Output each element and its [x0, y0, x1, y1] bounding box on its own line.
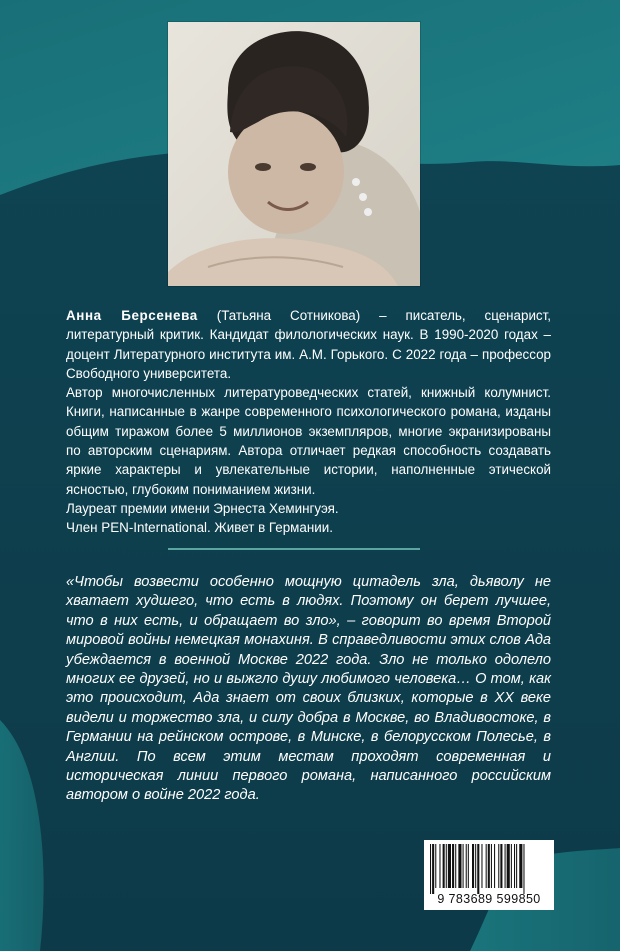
bio-paragraph-1 [66, 306, 551, 383]
bio-paragraph-1-text: (Татьяна Сотникова) – писатель, сценарист, литературный критик. Кандидат филологических наук. В 1990-2020 годах – доцент Литературного института им. А.М. Горького. С 2022 года – профессор Свободного университета. [66, 308, 551, 381]
author-name: Анна Берсенева [66, 308, 198, 323]
divider-line [168, 548, 420, 550]
bio-paragraph-3: Лауреат премии имени Эрнеста Хемингуэя. [66, 500, 339, 516]
isbn-number: 9 783689 599850 [437, 892, 541, 906]
book-annotation: «Чтобы возвести особенно мощную цитадель зла, дьяволу не хватает худшего, что есть в людях. Поэтому он берет лучшее, что в них есть, и обращает во зло», – говорит во время Второй мировой войны немецкая монахиня. В справедливости этих слов Ада убеждается в военной Москве 2022 года. Зло не только одолело многих ее друзей, но и выжгло душу любимого человека… О том, как это происходит, Ада знает от своих близких, которые в XX веке видели и торжество зла, и силу добра в Москве, во Владивостоке, в Германии на рейнском острове, в Минске, в белорусском Полесье, в Англии. По всем этим местам проходят современная и историческая линии первого романа, написанного российским автором о войне 2022 года. [66, 574, 551, 804]
author-photo [168, 22, 420, 286]
author-bio [66, 306, 551, 538]
bio-paragraph-2: Автор многочисленных литературоведческих статей, книжный колумнист. Книги, написанные в жанре современного психологического романа, изданы общим тиражом более 5 миллионов экземпляров, многие экранизированы по авторским сценариям. Автора отличает редкая способность создавать яркие характеры и увлекательные истории, наполненные этической ясностью, глубоким пониманием жизни. [66, 385, 551, 497]
bio-paragraph-4: Член PEN-International. Живет в Германии. [66, 520, 333, 536]
